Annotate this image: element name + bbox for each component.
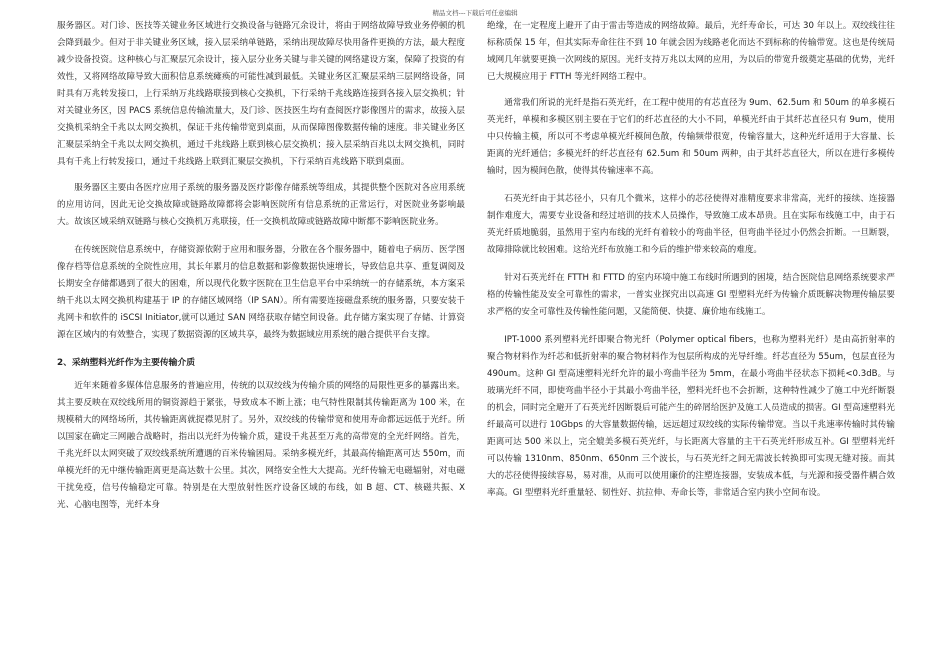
paragraph: 近年来随着多媒体信息服务的普遍应用，传统的以双绞线为传输介质的网络的局限性更多的暴露出来。其主要反映在双绞线所用的铜资源趋于紧张，导致成本不断上涨；电气特性限制其传输距离为 100 米，在规模稍大的网络场所，其传输距离就捉襟见肘了。另外，双绞线的传输带宽和使用寿命都远远低于光纤。所以国家在确定三网融合战略时，指出以光纤为传输介质，建设千兆甚至万兆的高带宽的全光纤网络。首先，千兆光纤以太网突破了双绞线系统所遭遇的百米传输困局。采纳多模光纤，其最高传输距离可达 550m，而单模光纤的无中继传输距离更是高达数十公里。其次，网络安全性大大提高。光纤传输无电磁辐射，对电磁干扰免疫，信号传输稳定可靠。特别是在大型放射性医疗设备区域的布线，如 B 超、CT、核磁共振、X 光、心脑电图等，光纤本身 — [57, 381, 465, 510]
paragraph: 服务器区主要由各医疗应用子系统的服务器及医疗影像存储系统等组成，其提供整个医院对各应用系统的应用访问，因此无论交换故障或链路故障都将会影响医院所有信息系统的正常运行，对医院业务影响最大。故该区域采纳双链路与核心交换机万兆联接，任一交换机故障或链路故障中断都不影响医院业务。 — [57, 183, 465, 227]
paragraph: IPT-1000 系列塑料光纤即聚合物光纤（Polymer optical fibers，也称为塑料光纤）是由高折射率的聚合物材料作为纤芯和低折射率的聚合物材料作为包层所构成的光导纤维。纤芯直径为 55um，包层直径为 490um。这种 GI 型高速塑料光纤允许的最小弯曲半径为 5mm，在最小弯曲半径状态下损耗<0.3dB。与玻璃光纤不同，即使弯曲半径小于其最小弯曲半径，塑料光纤也不会折断，这种特性减少了施工中光纤断裂的机会，同时完全避开了石英光纤因断裂后可能产生的碎屑给医护及施工人员造成的损害。GI 型高速塑料光纤最高可以进行 10Gbps 的大容量数据传输，远远超过双绞线的实际传输带宽。当以千兆速率传输时其传输距离可达 500 米以上，完全媲美多模石英光纤，与长距离大容量的主干石英光纤形成互补。GI 型塑料光纤可以传输 1310nm、850nm、650nm 三个波长，与石英光纤之间无需波长转换即可实现无缝对接。而其大的芯径使得接续容易，易对准，从而可以使用廉价的注塑连接器，安装成本低，与光源和接受器件耦合效率高。GI 型塑料光纤重量轻、韧性好、抗拉伸、寿命长等，非常适合室内狭小空间布设。 — [487, 335, 895, 498]
paragraph: 通常我们所说的光纤是指石英光纤，在工程中使用的有芯直径为 9um、62.5um 和 50um 的单多模石英光纤，单模和多模区别主要在于它们的纤芯直径的大小不同，单模光纤由于其纤芯直径只有 9um，使用中只传输主模，所以可不考虑单模光纤模间色散，传输频带很宽，传输容量大，这种光纤适用于大容量、长距离的光纤通信；多模光纤的纤芯直径有 62.5um 和 50um 两种，由于其纤芯直径大，所以在进行多模传输时，因为模间色散，使得其传输速率不高。 — [487, 98, 895, 176]
paragraph: 绝缘，在一定程度上避开了由于雷击等造成的网络故障。最后，光纤寿命长，可达 30 年以上。双绞线往往标称质保 15 年，但其实际寿命往往不到 10 年就会因为线路老化而达不到标称的传输带宽。这也是传统局域网几年就要更换一次网线的原因。光纤支持万兆以太网的应用，为以后的带宽升级奠定基础的优势，光纤已大规模应用于 FTTH 等光纤网络工程中。 — [487, 21, 895, 82]
paragraph: 服务器区。对门诊、医技等关键业务区域进行交换设备与链路冗余设计，将由于网络故障导致业务停顿的机会降到最少。但对于非关键业务区域，接入层采纳单链路，采纳出现故障尽快用备件更换的方法，最大程度减少设备投资。这种核心与汇聚层冗余设计，接入层分业务关键与非关键的网络建设方案，保障了投资的有效性，又将网络故障导致大面积信息系统瘫痪的可能性减到最低。关键业务区汇聚层采纳三层网络设备，同时具有万兆转发接口，上行采纳万兆线路联接到核心交换机，下行采纳千兆线路连接到各接入层交换机；针对关键业务区，因 PACS 系统信息传输流量大，及门诊、医技医生均有查阅医疗影像图片的需求，故接入层交换机采纳全千兆以太网交换机，保证千兆传输带宽到桌面，从而保障图像数据传输的速度。非关键业务区汇聚层采纳全千兆以太网交换机，通过千兆线路上联到核心层交换机；接入层采纳百兆以太网交换机，同时具有千兆上行转发接口，通过千兆线路上联到汇聚层交换机，下行采纳百兆线路下联到桌面。 — [57, 21, 465, 167]
page-header: 精品文档---下载后可任意编辑 — [432, 9, 518, 17]
paragraph: 针对石英光纤在 FTTH 和 FTTD 的室内环境中施工布线时所遇到的困境，结合医院信息网络系统要求严格的传输性能及安全可靠性的需求，一普实业探究出以高速 GI 型塑料光纤为传输介质既解决物理传输层要求严格的安全可靠性及传输性能问题，又能简便、快捷、廉价地布线施工。 — [487, 273, 895, 317]
paragraph: 在传统医院信息系统中，存储资源依附于应用和服务器，分散在各个服务器中，随着电子病历、医学图像存档等信息系统的全院性应用，其长年累月的信息数据和影像数据快速增长，导致信息共享、重复调阅及长期安全存储都遇到了很大的困难，所以现代化数字医院在卫生信息平台中采纳统一的存储系统，本方案采纳千兆以太网交换机构建基于 IP 的存储区域网络（IP SAN）。所有需要连接磁盘系统的服务器，只要安装千兆网卡和软件的 iSCSI Initiator,就可以通过 SAN 网络获取存储空间设备。此存储方案实现了存储、计算资源在区域内的有效整合，实现了数据资源的区域共享，最终为数据域应用系统的融合提供平台支撑。 — [57, 245, 465, 340]
paragraph: 石英光纤由于其芯径小，只有几个微米，这样小的芯径使得对准精度要求非常高，光纤的接续、连接器制作难度大，需要专业设备和经过培训的技术人员操作，导致施工成本昂贵。且在实际布线施工中，由于石英光纤质地脆弱，虽然用于室内布线的光纤有着较小的弯曲半径，但弯曲半径过小仍然会折断。一旦断裂，故障排除就比较困难。这给光纤布放施工和今后的维护带来较高的难度。 — [487, 194, 895, 255]
section-title: 2、采纳塑料光纤作为主要传输介质 — [57, 358, 196, 368]
left-column — [57, 18, 465, 525]
right-column — [487, 18, 895, 513]
